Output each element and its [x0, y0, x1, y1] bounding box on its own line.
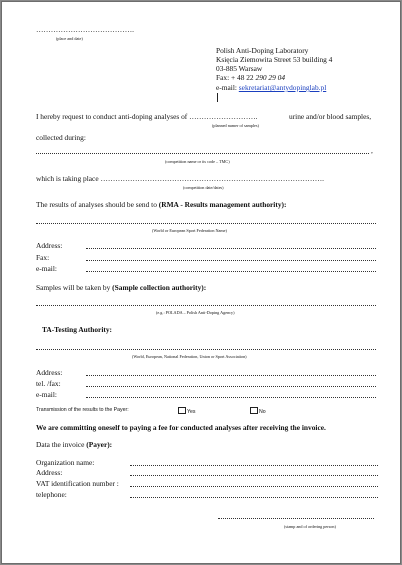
place-date-caption: (place and date) [56, 36, 83, 41]
ta-email-label: e-mail: [36, 390, 57, 399]
fee-statement: We are committing oneself to paying a fee for conducted analyses after receiving the invoice. [36, 423, 326, 432]
document-page [1, 1, 401, 564]
comma: , [371, 146, 373, 155]
competition-caption: (competition name or its code – TMC) [165, 159, 230, 164]
transmission-yes[interactable] [178, 407, 195, 415]
taking-place: which is taking place ………………………………………………………………………………. [36, 174, 325, 183]
ta-address-field[interactable] [86, 375, 376, 376]
rma-email-label: e-mail: [36, 264, 57, 273]
invoice-title-a: Data the invoice [36, 440, 85, 449]
stamp-field[interactable] [218, 518, 374, 519]
yes-label: Yes [187, 409, 196, 415]
invoice-tel-label: telephone: [36, 490, 67, 499]
rma-email-field[interactable] [86, 271, 376, 272]
rma-name-field[interactable] [36, 223, 376, 224]
lab-street: Księcia Ziemowita Street 53 building 4 [216, 55, 333, 64]
sca-caption: (e.g.: POLADA – Polish Anti-Doping Agency) [156, 310, 235, 315]
rma-heading [36, 200, 286, 209]
ta-title: TA-Testing Authority: [42, 325, 113, 334]
lab-email-link[interactable]: sekretariat@antydopinglab.pl [238, 83, 327, 92]
invoice-address-field[interactable] [130, 475, 378, 476]
no-label: No [259, 409, 266, 415]
sca-title: (Sample collection authority): [112, 283, 207, 292]
yes-checkbox[interactable] [178, 407, 186, 414]
lab-fax-label: Fax: + 48 22 [216, 73, 254, 82]
rma-address-field[interactable] [86, 248, 376, 249]
text-cursor [217, 93, 218, 102]
invoice-address-label: Address: [36, 468, 63, 477]
rma-address-label: Address: [36, 241, 63, 250]
rma-title: (RMA - Results management authority): [158, 200, 287, 209]
ta-caption: (World, European, National Federation, Union or Sport Association) [132, 354, 247, 359]
ta-tel-label: tel. /fax: [36, 379, 61, 388]
sca-heading [36, 283, 206, 292]
place-date-dots: …………………………………. [36, 25, 134, 34]
dates-caption: (competition date/dates) [183, 185, 224, 190]
invoice-vat-label: VAT identification number : [36, 479, 119, 488]
ta-name-field[interactable] [36, 349, 376, 350]
rma-fax-label: Fax: [36, 253, 50, 262]
ta-tel-field[interactable] [86, 386, 376, 387]
sca-intro: Samples will be taken by [36, 283, 111, 292]
invoice-heading [36, 440, 112, 449]
ta-email-field[interactable] [86, 397, 376, 398]
invoice-vat-field[interactable] [130, 486, 378, 487]
stamp-caption: (stamp and of ordering person) [284, 524, 336, 529]
transmission-label: Transmission of the results to the Payer: [36, 407, 129, 413]
request-line-b: urine and/or blood samples, [289, 112, 372, 121]
invoice-org-label: Organization name: [36, 458, 95, 467]
ta-address-label: Address: [36, 368, 63, 377]
lab-email [216, 83, 326, 92]
transmission-no[interactable] [250, 407, 266, 415]
rma-intro: The results of analyses should be send to [36, 200, 157, 209]
samples-caption: (planned numer of samples) [212, 123, 259, 128]
rma-fax-field[interactable] [86, 260, 376, 261]
competition-field[interactable] [36, 153, 369, 154]
invoice-title-b: (Payer): [86, 440, 113, 449]
sca-field[interactable] [36, 305, 376, 306]
lab-fax [216, 73, 285, 82]
lab-name: Polish Anti-Doping Laboratory [216, 46, 309, 55]
collected-during: collected during: [36, 133, 86, 142]
lab-fax-number: 290 29 04 [255, 73, 286, 82]
lab-email-label: e-mail: [216, 83, 237, 92]
lab-city: 03-885 Warsaw [216, 64, 263, 73]
invoice-tel-field[interactable] [130, 497, 378, 498]
request-line-a: I hereby request to conduct anti-doping analyses of ………………………. [36, 112, 258, 121]
invoice-org-field[interactable] [130, 465, 378, 466]
no-checkbox[interactable] [250, 407, 258, 414]
rma-caption: (World or European Sport Federation Name) [152, 228, 227, 233]
